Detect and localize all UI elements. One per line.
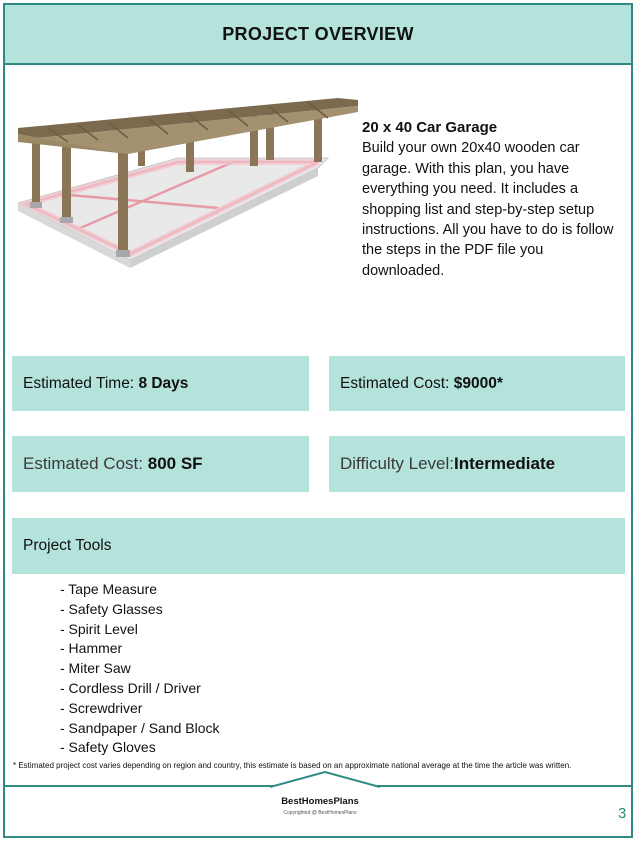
tools-list xyxy=(60,580,220,758)
list-item: - Safety Gloves xyxy=(60,739,156,756)
page-title: PROJECT OVERVIEW xyxy=(5,5,631,65)
list-item: - Miter Saw xyxy=(60,660,131,677)
footer-copyright: Copyrighted @ BestHomesPlans xyxy=(283,810,357,816)
estimated-time-value: 8 Days xyxy=(138,374,189,392)
project-name: 20 x 40 Car Garage xyxy=(362,119,498,136)
page-number: 3 xyxy=(618,805,627,822)
estimated-area-label: Estimated Cost: xyxy=(23,454,143,473)
list-item: - Sandpaper / Sand Block xyxy=(60,719,220,736)
estimated-area-value: 800 SF xyxy=(147,454,203,473)
cost-footnote: * Estimated project cost varies depending on region and country, this estimate is based on an approximate national average at the time the article was written. xyxy=(13,761,572,770)
footer-notch xyxy=(270,770,380,788)
garage-frame-illustration xyxy=(18,98,358,276)
list-item: - Screwdriver xyxy=(60,699,143,716)
list-item: - Spirit Level xyxy=(60,620,138,637)
estimated-time-box xyxy=(12,356,309,411)
estimated-cost-value: $9000* xyxy=(453,374,503,392)
list-item: - Cordless Drill / Driver xyxy=(60,679,201,696)
list-item: - Tape Measure xyxy=(60,581,158,597)
project-description: Build your own 20x40 wooden car garage. With this plan, you have everything you need. It includes a shopping list and step-by-step setup instructions. All you have to do is follow the steps in the PDF file you downloaded. xyxy=(362,140,614,279)
list-item: - Hammer xyxy=(60,640,123,657)
difficulty-label: Difficulty Level: xyxy=(340,454,455,473)
estimated-cost-label: Estimated Cost: xyxy=(340,374,450,392)
footer-brand: BestHomesPlans xyxy=(281,796,359,807)
project-tools-heading: Project Tools xyxy=(12,518,625,574)
difficulty-box xyxy=(329,436,625,492)
difficulty-value: Intermediate xyxy=(454,454,556,473)
project-intro xyxy=(362,118,622,281)
list-item: - Safety Glasses xyxy=(60,600,163,617)
estimated-cost-box xyxy=(329,356,625,411)
estimated-area-box xyxy=(12,436,309,492)
estimated-time-label: Estimated Time: xyxy=(23,374,135,392)
